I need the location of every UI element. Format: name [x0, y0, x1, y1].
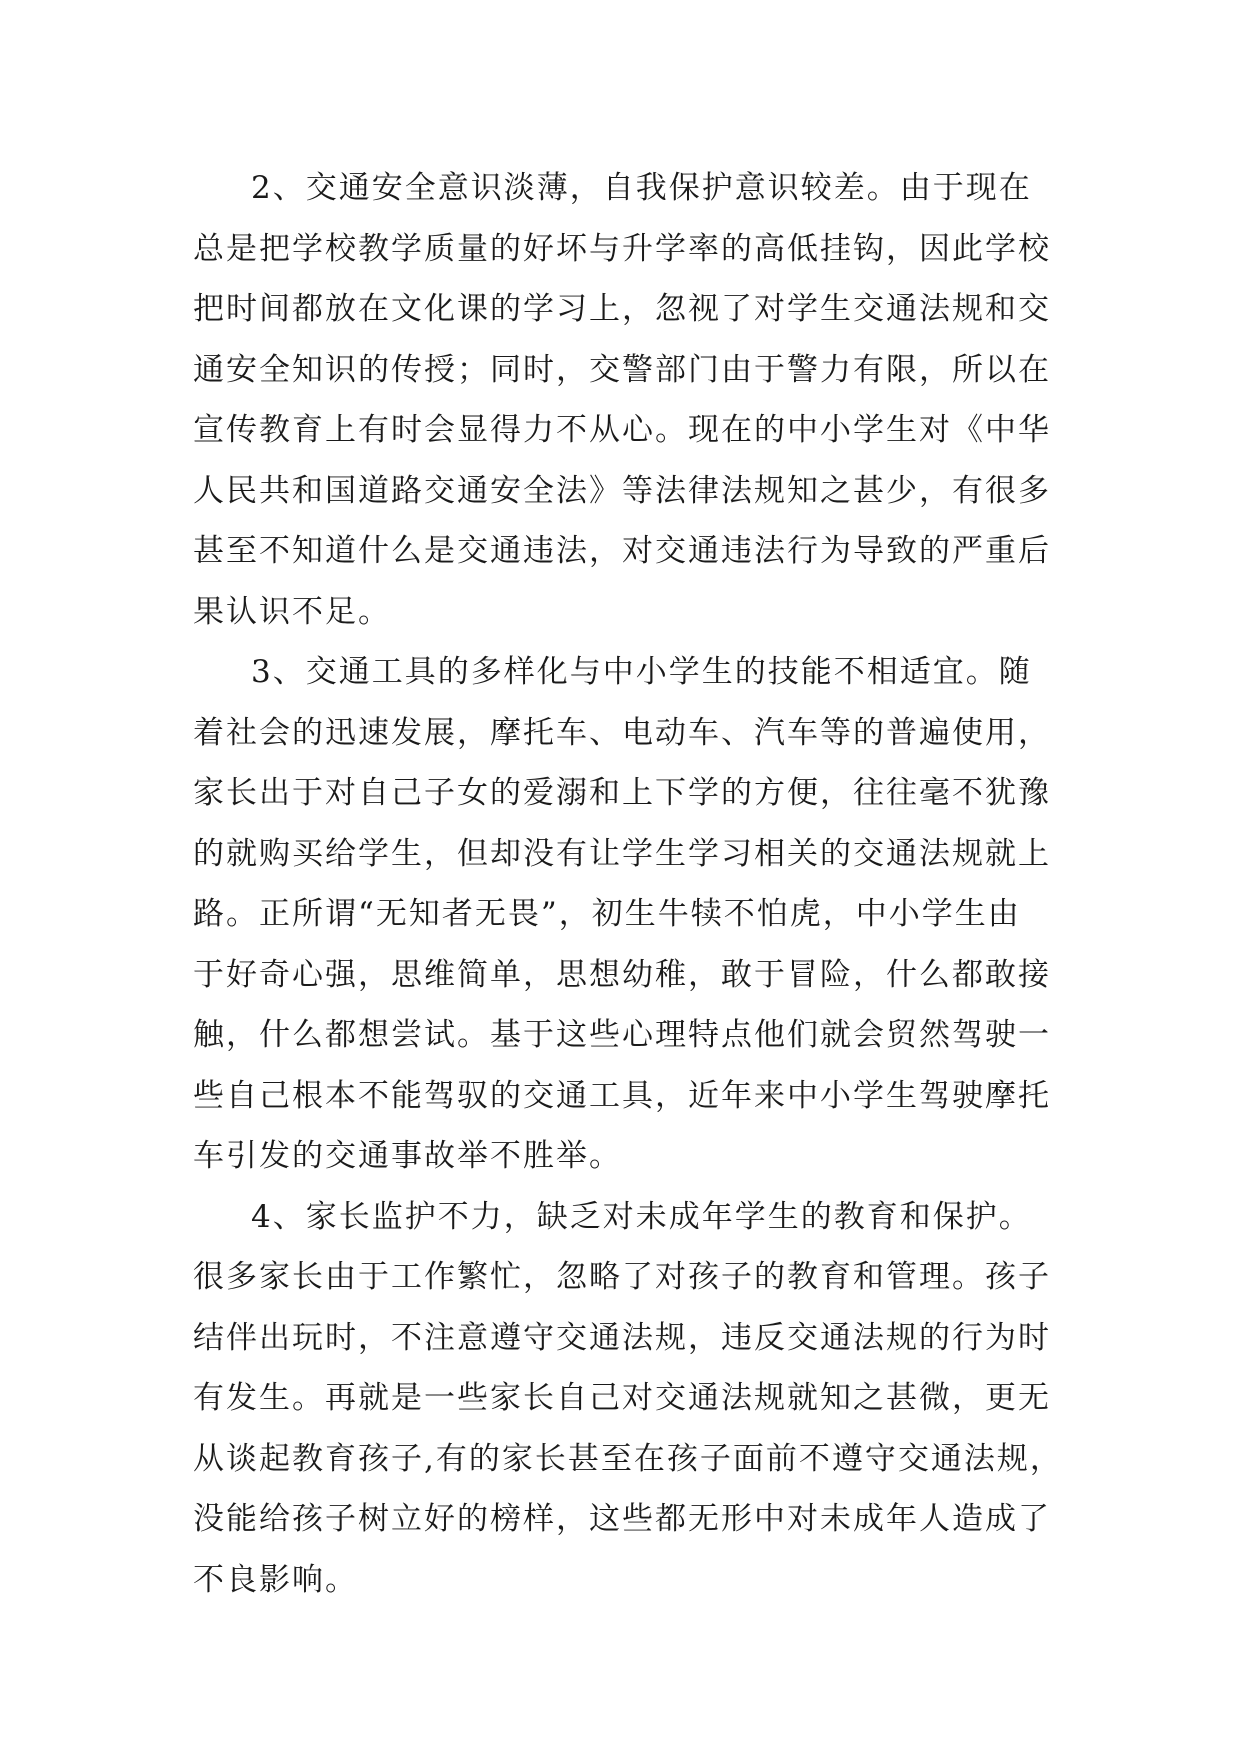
text-line: 通安全知识的传授；同时，交警部门由于警力有限，所以在 [193, 351, 1051, 388]
text-line: 于好奇心强，思维简单，思想幼稚，敢于冒险，什么都敢接 [193, 956, 1051, 993]
text-line: 很多家长由于工作繁忙，忽略了对孩子的教育和管理。孩子 [193, 1259, 1051, 1295]
text-line: 些自己根本不能驾驭的交通工具，近年来中小学生驾驶摩托 [193, 1077, 1051, 1114]
paragraph-3 [193, 642, 1051, 1187]
text-line: 着社会的迅速发展，摩托车、电动车、汽车等的普遍使用， [193, 714, 1051, 751]
text-line: 把时间都放在文化课的学习上，忽视了对学生交通法规和交 [193, 291, 1051, 327]
text-line: 车引发的交通事故举不胜举。 [193, 1138, 622, 1174]
text-line: 不良影响。 [193, 1561, 358, 1598]
text-line: 人民共和国道路交通安全法》等法律法规知之甚少，有很多 [193, 472, 1051, 509]
text-line: 总是把学校教学质量的好坏与升学率的高低挂钩，因此学校 [193, 230, 1051, 267]
text-line: 从谈起教育孩子,有的家长甚至在孩子面前不遵守交通法规， [193, 1440, 1063, 1477]
paragraph-2 [193, 158, 1051, 642]
text-line: 甚至不知道什么是交通违法，对交通违法行为导致的严重后 [193, 533, 1051, 569]
paragraph-4 [193, 1187, 1063, 1611]
text-line: 触，什么都想尝试。基于这些心理特点他们就会贸然驾驶一 [193, 1017, 1051, 1053]
text-line: 路。正所谓“无知者无畏”，初生牛犊不怕虎，中小学生由 [193, 896, 1021, 932]
text-line: 有发生。再就是一些家长自己对交通法规就知之甚微，更无 [193, 1380, 1051, 1416]
text-line: 4、家长监护不力，缺乏对未成年学生的教育和保护。 [251, 1198, 1032, 1235]
text-line: 3、交通工具的多样化与中小学生的技能不相适宜。随 [251, 654, 1032, 690]
document-body [193, 158, 1063, 1610]
text-line: 结伴出玩时，不注意遵守交通法规，违反交通法规的行为时 [193, 1319, 1051, 1356]
text-line: 的就购买给学生，但却没有让学生学习相关的交通法规就上 [193, 835, 1051, 872]
text-line: 宣传教育上有时会显得力不从心。现在的中小学生对《中华 [193, 412, 1051, 448]
text-line: 没能给孩子树立好的榜样，这些都无形中对未成年人造成了 [193, 1501, 1051, 1537]
text-line: 果认识不足。 [193, 593, 391, 630]
text-line: 家长出于对自己子女的爱溺和上下学的方便，往往毫不犹豫 [193, 775, 1051, 811]
text-line: 2、交通安全意识淡薄，自我保护意识较差。由于现在 [251, 170, 1032, 206]
